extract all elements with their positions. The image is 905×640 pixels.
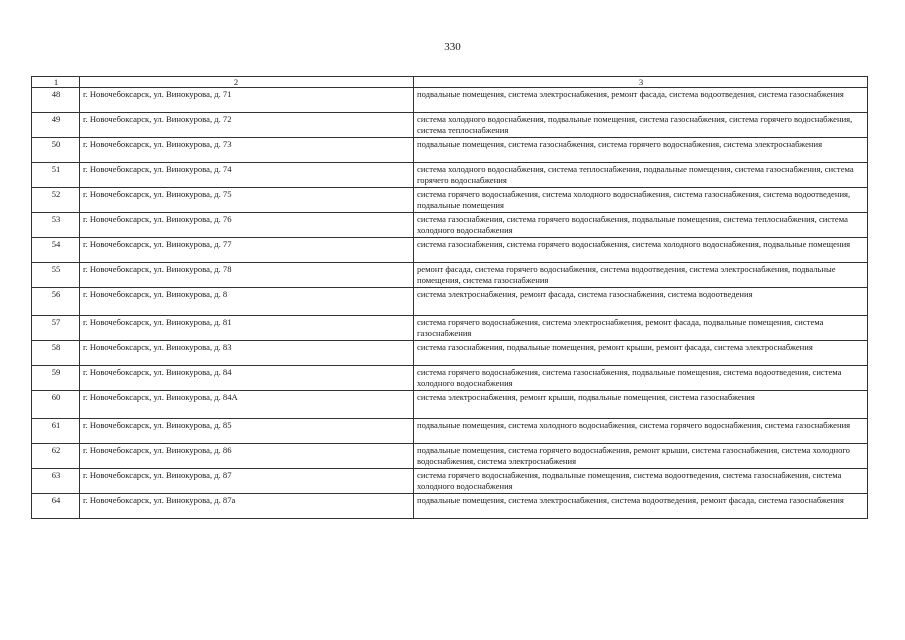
row-address: г. Новочебоксарск, ул. Винокурова, д. 74: [80, 163, 414, 188]
row-works: подвальные помещения, система горячего водоснабжения, ремонт крыши, система газоснабжения, система холодного водоснабжения, система электроснабжения: [414, 444, 868, 469]
row-number: 55: [32, 263, 80, 288]
row-number: 52: [32, 188, 80, 213]
table-header-row: [32, 77, 868, 88]
row-number: 57: [32, 316, 80, 341]
row-works: система горячего водоснабжения, подвальные помещения, система водоотведения, система газоснабжения, система холодного водоснабжения: [414, 469, 868, 494]
row-address: г. Новочебоксарск, ул. Винокурова, д. 84А: [80, 391, 414, 419]
row-number: 48: [32, 88, 80, 113]
row-works: подвальные помещения, система газоснабжения, система горячего водоснабжения, система электроснабжения: [414, 138, 868, 163]
row-address: г. Новочебоксарск, ул. Винокурова, д. 84: [80, 366, 414, 391]
column-header-address: 2: [80, 77, 414, 88]
table-row: [32, 213, 868, 238]
row-address: г. Новочебоксарск, ул. Винокурова, д. 81: [80, 316, 414, 341]
row-address: г. Новочебоксарск, ул. Винокурова, д. 87а: [80, 494, 414, 519]
row-number: 53: [32, 213, 80, 238]
row-address: г. Новочебоксарск, ул. Винокурова, д. 83: [80, 341, 414, 366]
row-works: система холодного водоснабжения, подвальные помещения, система газоснабжения, система горячего водоснабжения, система теплоснабжения: [414, 113, 868, 138]
table-row: [32, 366, 868, 391]
row-address: г. Новочебоксарск, ул. Винокурова, д. 76: [80, 213, 414, 238]
row-works: ремонт фасада, система горячего водоснабжения, система водоотведения, система электроснабжения, подвальные помещения, система газоснабжения: [414, 263, 868, 288]
table-row: [32, 316, 868, 341]
table-row: [32, 263, 868, 288]
table-row: [32, 138, 868, 163]
column-header-number: 1: [32, 77, 80, 88]
row-address: г. Новочебоксарск, ул. Винокурова, д. 71: [80, 88, 414, 113]
row-address: г. Новочебоксарск, ул. Винокурова, д. 86: [80, 444, 414, 469]
row-address: г. Новочебоксарск, ул. Винокурова, д. 87: [80, 469, 414, 494]
table-row: [32, 163, 868, 188]
table-row: [32, 419, 868, 444]
row-number: 62: [32, 444, 80, 469]
row-works: система газоснабжения, подвальные помещения, ремонт крыши, ремонт фасада, система электроснабжения: [414, 341, 868, 366]
table-row: [32, 494, 868, 519]
row-works: система горячего водоснабжения, система газоснабжения, подвальные помещения, система водоотведения, система холодного водоснабжения: [414, 366, 868, 391]
row-number: 63: [32, 469, 80, 494]
table-row: [32, 113, 868, 138]
row-number: 50: [32, 138, 80, 163]
row-works: система газоснабжения, система горячего водоснабжения, подвальные помещения, система теплоснабжения, система холодного водоснабжения: [414, 213, 868, 238]
row-number: 56: [32, 288, 80, 316]
table-row: [32, 88, 868, 113]
row-works: подвальные помещения, система холодного водоснабжения, система горячего водоснабжения, система газоснабжения: [414, 419, 868, 444]
row-number: 51: [32, 163, 80, 188]
row-works: система холодного водоснабжения, система теплоснабжения, подвальные помещения, система газоснабжения, система горячего водоснабжения: [414, 163, 868, 188]
row-number: 49: [32, 113, 80, 138]
row-address: г. Новочебоксарск, ул. Винокурова, д. 73: [80, 138, 414, 163]
table-row: [32, 391, 868, 419]
row-works: система газоснабжения, система горячего водоснабжения, система холодного водоснабжения, подвальные помещения: [414, 238, 868, 263]
row-address: г. Новочебоксарск, ул. Винокурова, д. 8: [80, 288, 414, 316]
column-header-works: 3: [414, 77, 868, 88]
row-number: 60: [32, 391, 80, 419]
table-row: [32, 188, 868, 213]
table-row: [32, 444, 868, 469]
row-address: г. Новочебоксарск, ул. Винокурова, д. 77: [80, 238, 414, 263]
row-address: г. Новочебоксарск, ул. Винокурова, д. 72: [80, 113, 414, 138]
row-works: система горячего водоснабжения, система электроснабжения, ремонт фасада, подвальные помещения, система газоснабжения: [414, 316, 868, 341]
row-address: г. Новочебоксарск, ул. Винокурова, д. 75: [80, 188, 414, 213]
page-number: 330: [444, 41, 461, 53]
buildings-table: [31, 76, 868, 519]
table-row: [32, 288, 868, 316]
row-number: 61: [32, 419, 80, 444]
row-number: 64: [32, 494, 80, 519]
table-row: [32, 341, 868, 366]
row-works: подвальные помещения, система электроснабжения, система водоотведения, ремонт фасада, система газоснабжения: [414, 494, 868, 519]
row-number: 58: [32, 341, 80, 366]
row-works: система электроснабжения, ремонт фасада, система газоснабжения, система водоотведения: [414, 288, 868, 316]
row-works: система электроснабжения, ремонт крыши, подвальные помещения, система газоснабжения: [414, 391, 868, 419]
row-number: 54: [32, 238, 80, 263]
row-works: подвальные помещения, система электроснабжения, ремонт фасада, система водоотведения, система газоснабжения: [414, 88, 868, 113]
table-row: [32, 469, 868, 494]
table-row: [32, 238, 868, 263]
row-number: 59: [32, 366, 80, 391]
row-works: система горячего водоснабжения, система холодного водоснабжения, система газоснабжения, система водоотведения, подвальные помещения: [414, 188, 868, 213]
row-address: г. Новочебоксарск, ул. Винокурова, д. 78: [80, 263, 414, 288]
row-address: г. Новочебоксарск, ул. Винокурова, д. 85: [80, 419, 414, 444]
